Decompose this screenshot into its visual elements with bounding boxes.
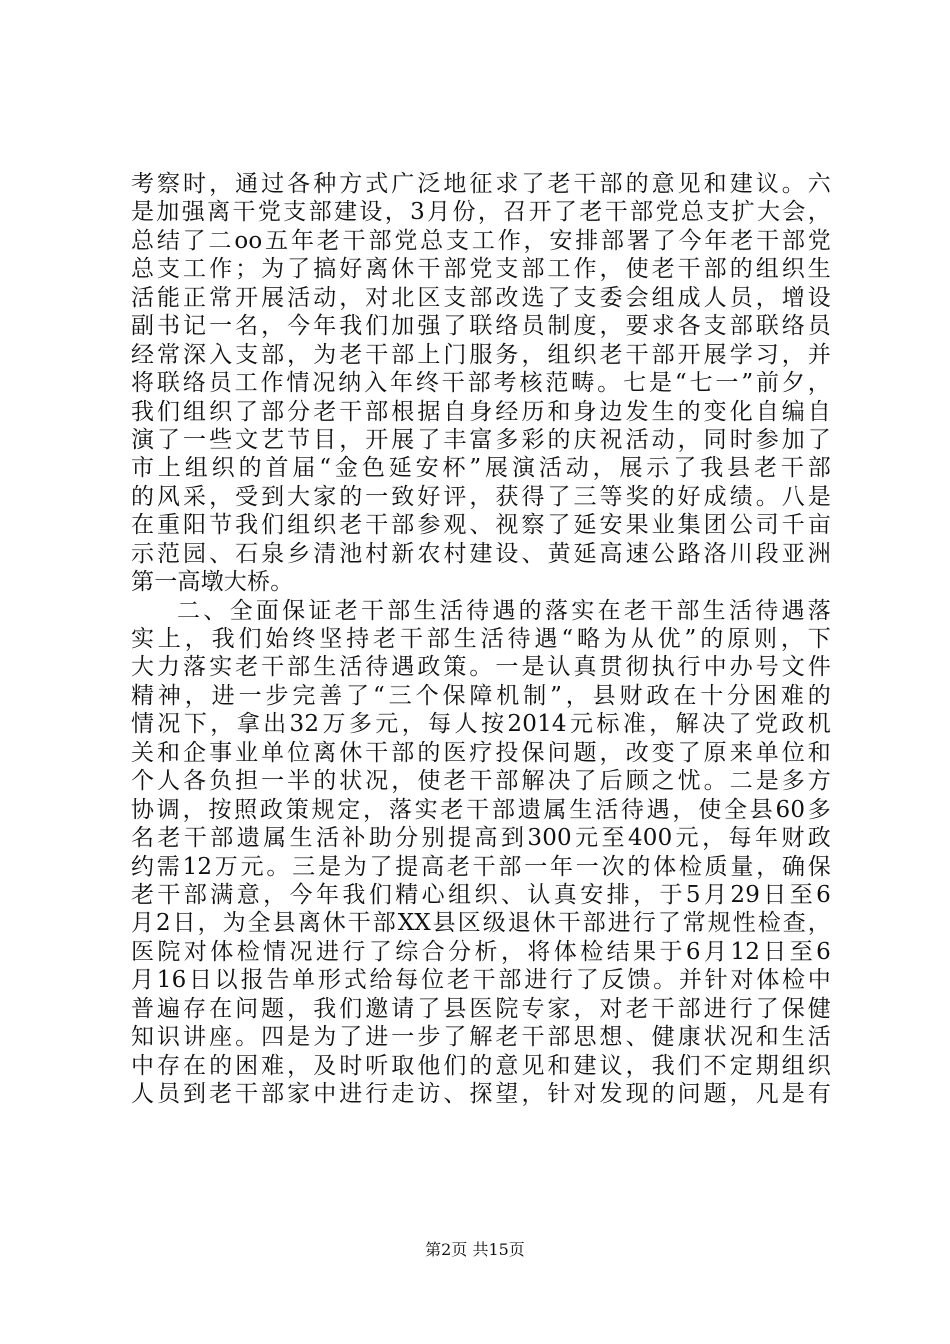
text-line: 医院对体检情况进行了综合分析，将体检结果于6月12日至6 (131, 938, 831, 965)
text-line: 的风采，受到大家的一致好评，获得了三等奖的好成绩。八是 (131, 483, 831, 510)
text-line: 普遍存在问题，我们邀请了县医院专家，对老干部进行了保健 (131, 995, 831, 1022)
text-line: 将联络员工作情况纳入年终干部考核范畴。七是“七一”前夕， (131, 370, 831, 397)
text-line: 第一高墩大桥。 (131, 569, 294, 596)
text-line: 考察时，通过各种方式广泛地征求了老干部的意见和建议。六 (131, 171, 831, 197)
text-line: 精神，进一步完善了“三个保障机制”，县财政在十分困难的 (131, 682, 831, 709)
text-line: 示范园、石泉乡清池村新农村建设、黄延高速公路洛川段亚洲 (131, 540, 831, 567)
text-line: 演了一些文艺节目，开展了丰富多彩的庆祝活动，同时参加了 (131, 426, 831, 453)
page-footer: 第2页 共15页 (425, 1240, 525, 1259)
text-line: 我们组织了部分老干部根据自身经历和身边发生的变化自编自 (131, 398, 831, 425)
text-line: 情况下，拿出32万多元，每人按2014元标准，解决了党政机 (131, 711, 831, 738)
text-line: 月16日以报告单形式给每位老干部进行了反馈。并针对体检中 (131, 967, 831, 994)
text-line: 在重阳节我们组织老干部参观、视察了延安果业集团公司千亩 (131, 512, 831, 539)
body-text (131, 170, 831, 1108)
text-line: 个人各负担一半的状况，使老干部解决了后顾之忧。二是多方 (131, 768, 831, 795)
text-line: 是加强离干党支部建设，3月份，召开了老干部党总支扩大会， (131, 199, 831, 226)
text-line: 大力落实老干部生活待遇政策。一是认真贯彻执行中办号文件 (131, 654, 831, 681)
text-line: 知识讲座。四是为了进一步了解老干部思想、健康状况和生活 (131, 1024, 831, 1051)
text-line: 总结了二oo五年老干部党总支工作，安排部署了今年老干部党 (131, 227, 831, 254)
text-line: 二、全面保证老干部生活待遇的落实在老干部生活待遇落 (177, 597, 831, 624)
text-line: 活能正常开展活动，对北区支部改选了支委会组成人员，增设 (131, 284, 831, 311)
text-line: 中存在的困难，及时听取他们的意见和建议，我们不定期组织 (131, 1052, 831, 1079)
text-line: 总支工作；为了搞好离休干部党支部工作，使老干部的组织生 (131, 256, 831, 283)
text-line: 老干部满意，今年我们精心组织、认真安排，于5月29日至6 (131, 881, 831, 908)
text-line: 名老干部遗属生活补助分别提高到300元至400元，每年财政 (131, 825, 831, 852)
text-line: 关和企事业单位离休干部的医疗投保问题，改变了原来单位和 (131, 739, 831, 766)
text-line: 实上，我们始终坚持老干部生活待遇“略为从优”的原则，下 (131, 626, 831, 652)
text-line: 约需12万元。三是为了提高老干部一年一次的体检质量，确保 (131, 853, 831, 880)
text-line: 月2日，为全县离休干部XX县区级退休干部进行了常规性检查， (131, 910, 831, 937)
text-line: 副书记一名，今年我们加强了联络员制度，要求各支部联络员 (131, 313, 831, 340)
text-line: 经常深入支部，为老干部上门服务，组织老干部开展学习，并 (131, 341, 831, 368)
text-line: 人员到老干部家中进行走访、探望，针对发现的问题，凡是有 (131, 1081, 831, 1107)
text-line: 市上组织的首届“金色延安杯”展演活动，展示了我县老干部 (131, 455, 831, 482)
text-line: 协调，按照政策规定，落实老干部遗属生活待遇，使全县60多 (131, 796, 831, 823)
